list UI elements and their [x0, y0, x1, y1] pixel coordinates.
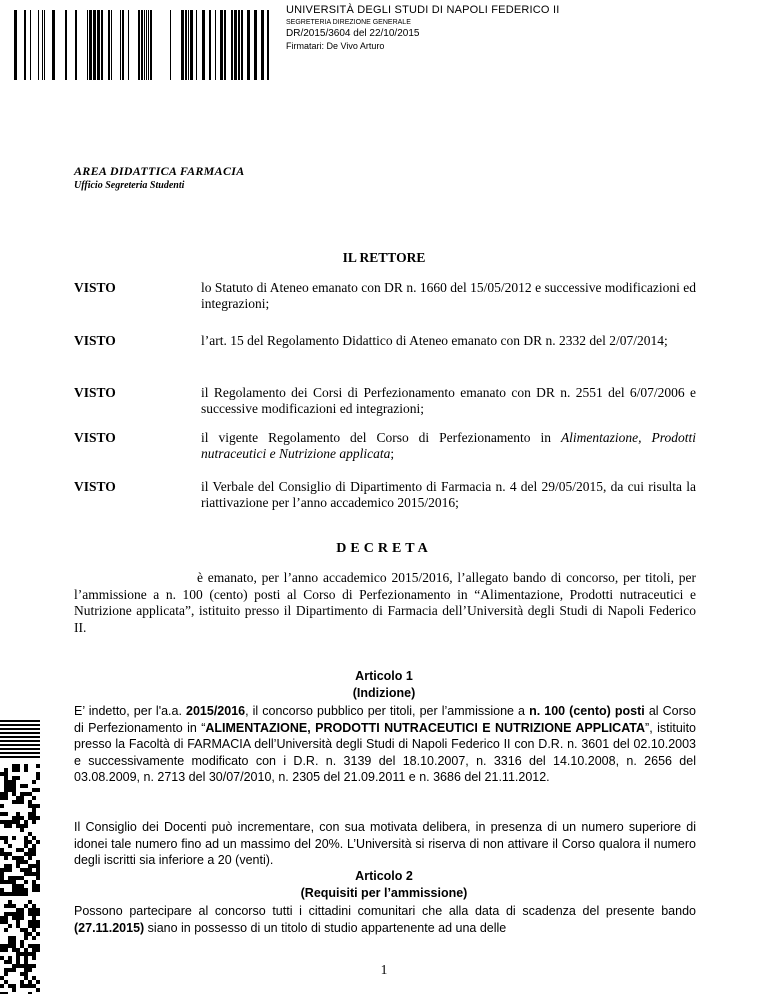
- barcode-bar: [181, 10, 184, 80]
- barcode-cell: [20, 800, 24, 804]
- barcode-cell: [36, 804, 40, 808]
- barcode-bar: [215, 10, 216, 80]
- decreta-heading: DECRETA: [336, 541, 432, 556]
- barcode-cell: [24, 824, 28, 828]
- barcode-cell: [32, 780, 36, 784]
- visto-text: il Regolamento dei Corsi di Perfezionamento emanato con DR n. 2551 del 6/07/2006 e successive modificazioni ed integrazioni;: [201, 385, 696, 416]
- visto-text: [201, 430, 696, 462]
- barcode-cell: [4, 856, 8, 860]
- barcode-bar: [138, 10, 140, 80]
- barcode-bar: [120, 10, 121, 80]
- visto-label: VISTO: [74, 430, 116, 445]
- barcode-bar: [111, 10, 112, 80]
- barcode-bar: [224, 10, 226, 80]
- barcode-cell: [28, 856, 32, 860]
- barcode-cell: [20, 828, 24, 832]
- article-1-title: Articolo 1: [355, 669, 413, 683]
- barcode-cell: [0, 804, 4, 808]
- article-2-paragraph: [74, 903, 696, 936]
- barcode-cell: [36, 816, 40, 820]
- barcode-stripe: [0, 756, 40, 758]
- visto-label: VISTO: [74, 333, 116, 348]
- barcode-bar: [38, 10, 39, 80]
- barcode-bar: [185, 10, 187, 80]
- barcode-bar: [42, 10, 43, 80]
- barcode-cell: [36, 912, 40, 916]
- barcode-cell: [32, 964, 36, 968]
- article-2-title: Articolo 2: [355, 869, 413, 883]
- barcode-bar: [93, 10, 96, 80]
- article-1-paragraph: [74, 703, 696, 786]
- barcode-bar: [247, 10, 250, 80]
- page-number: 1: [380, 962, 388, 977]
- barcode-cell: [4, 972, 8, 976]
- preamble-paragraph: è emanato, per l’anno accademico 2015/2016, l’allegato bando di concorso, per titoli, per l’ammissione a n. 100 (cento) posti al Corso di Perfezionamento in “Alimentazione, Prodotti nutraceutici e Nutrizione applicata”, istituito presso il Dipartimento di Farmacia dell’Università degli Studi di Napoli Federico II.: [74, 570, 696, 635]
- barcode-cell: [4, 812, 8, 816]
- barcode-cell: [12, 968, 16, 972]
- barcode-bar: [65, 10, 67, 80]
- visto-label: VISTO: [74, 479, 116, 494]
- barcode-bar: [220, 10, 223, 80]
- barcode-cell: [4, 948, 8, 952]
- area-office: Ufficio Segreteria Studenti: [74, 180, 185, 191]
- text-bold: n. 100 (cento) posti: [529, 704, 645, 718]
- barcode-cell: [24, 784, 28, 788]
- barcode-bar: [24, 10, 26, 80]
- barcode-cell: [36, 980, 40, 984]
- barcode-cell: [36, 988, 40, 992]
- barcode-stripe: [0, 724, 40, 726]
- article-2-subtitle: (Requisiti per l’ammissione): [300, 886, 468, 900]
- barcode-bar: [75, 10, 77, 80]
- barcode-cell: [32, 820, 36, 824]
- barcode-bar: [209, 10, 211, 80]
- barcode-bar: [238, 10, 240, 80]
- barcode-bar: [261, 10, 264, 80]
- visto-label: VISTO: [74, 385, 116, 400]
- barcode-bar: [108, 10, 110, 80]
- barcode-stripe: [0, 748, 40, 750]
- visto-text: lo Statuto di Ateneo emanato con DR n. 1660 del 15/05/2012 e successive modificazioni ed integrazioni;: [201, 280, 696, 311]
- barcode-cell: [36, 948, 40, 952]
- barcode-stripe: [0, 740, 40, 742]
- signers: Firmatari: De Vivo Arturo: [286, 41, 385, 51]
- university-name: UNIVERSITÀ DEGLI STUDI DI NAPOLI FEDERICO II: [286, 4, 560, 16]
- barcode-cell: [36, 888, 40, 892]
- barcode-cell: [24, 880, 28, 884]
- barcode-bar: [196, 10, 197, 80]
- barcode-bar: [241, 10, 243, 80]
- barcode-bar: [188, 10, 189, 80]
- barcode-cell: [12, 836, 16, 840]
- barcode-cell: [12, 988, 16, 992]
- course-name-italic: Alimentazione, Prodotti nutraceutici e Nutrizione applicata: [201, 430, 696, 461]
- barcode-cell: [32, 796, 36, 800]
- barcode-bar: [148, 10, 149, 80]
- barcode-bar: [89, 10, 92, 80]
- barcode-bar: [52, 10, 55, 80]
- barcode-cell: [16, 776, 20, 780]
- barcode-cell: [24, 892, 28, 896]
- visto-label: VISTO: [74, 280, 116, 295]
- document-header: [286, 4, 559, 51]
- barcode-cell: [4, 928, 8, 932]
- office-name: SEGRETERIA DIREZIONE GENERALE: [286, 19, 411, 26]
- barcode-cell: [0, 984, 4, 988]
- text-part: siano in possesso di un titolo di studio appartenente ad una delle: [144, 920, 507, 935]
- barcode-cell: [32, 936, 36, 940]
- barcode-bar: [30, 10, 31, 80]
- barcode-bar: [141, 10, 143, 80]
- barcode-bar: [254, 10, 257, 80]
- barcode-cell: [8, 924, 12, 928]
- side-2d-barcode: [0, 720, 40, 994]
- barcode-cell: [4, 796, 8, 800]
- barcode-bar: [190, 10, 193, 80]
- barcode-bar: [267, 10, 269, 80]
- barcode-cell: [36, 932, 40, 936]
- barcode-stripe: [0, 752, 40, 754]
- barcode-cell: [36, 924, 40, 928]
- barcode-cell: [32, 956, 36, 960]
- barcode-bar: [128, 10, 129, 80]
- article-1-subtitle: (Indizione): [352, 686, 416, 700]
- barcode-stripe: [0, 720, 40, 722]
- barcode-stripe: [0, 728, 40, 730]
- barcode-stripe: [0, 732, 40, 734]
- visto-text-part: ;: [390, 446, 395, 461]
- barcode-bar: [122, 10, 124, 80]
- visto-text-part: il vigente Regolamento del Corso di Perfezionamento in: [201, 430, 561, 445]
- text-part: ”, istituito presso la Facoltà di FARMACIA dell’Università degli Studi di Napoli Federico II con D.R. n. 3601 del 02.10.2003 e successivamente modificato con i D.R. n. 3139 del 18.10.2007, n. 3316 del 14.10.2008, n. 2656 del 03.08.2009, n. 2713 del 30/07/2010, n. 2305 del 21.09.2011 e n. 3686 del 21.11.2012.: [74, 720, 697, 784]
- barcode-bar: [14, 10, 17, 80]
- barcode-cell: [8, 824, 12, 828]
- barcode-cell: [28, 968, 32, 972]
- barcode-bar: [170, 10, 171, 80]
- barcode-bar: [144, 10, 145, 80]
- visto-text: il Verbale del Consiglio di Dipartimento di Farmacia n. 4 del 29/05/2015, da cui risulta la riattivazione per l’anno accademico 2015/2016;: [201, 479, 696, 510]
- barcode-cell: [36, 788, 40, 792]
- area-name: AREA DIDATTICA FARMACIA: [74, 164, 245, 178]
- barcode-cell: [8, 868, 12, 872]
- barcode-cell: [8, 844, 12, 848]
- barcode-bar: [202, 10, 205, 80]
- protocol-number: DR/2015/3604 del 22/10/2015: [286, 28, 420, 39]
- visto-text: l’art. 15 del Regolamento Didattico di Ateneo emanato con DR n. 2332 del 2/07/2014;: [201, 333, 668, 348]
- barcode-bar: [97, 10, 100, 80]
- text-bold: 2015/2016: [186, 704, 246, 718]
- text-part: , il concorso pubblico per titoli, per l’ammissione a: [245, 704, 530, 718]
- barcode-cell: [36, 776, 40, 780]
- barcode-cell: [16, 768, 20, 772]
- text-part: al Corso di Perfezionamento in “: [74, 704, 696, 735]
- article-1-paragraph-2: Il Consiglio dei Docenti può incrementare, con sua motivata delibera, in presenza di un numero superiore di idonei tale numero fino ad un massimo del 20%. L’Università si riserva di non attivare il Corso qualora il numero degli iscritti sia inferiore a 20 (venti).: [74, 820, 696, 867]
- barcode-bar: [150, 10, 152, 80]
- barcode-bar: [234, 10, 237, 80]
- barcode-bar: [146, 10, 147, 80]
- barcode-cell: [36, 840, 40, 844]
- barcode-cell: [20, 916, 24, 920]
- barcode: [14, 10, 276, 80]
- barcode-bar: [87, 10, 88, 80]
- barcode-bar: [101, 10, 103, 80]
- barcode-bar: [231, 10, 233, 80]
- text-part: Possono partecipare al concorso tutti i cittadini comunitari che alla data di scadenza del presente bando: [74, 904, 696, 918]
- barcode-cell: [24, 768, 28, 772]
- text-bold: (27.11.2015): [74, 920, 145, 935]
- barcode-cell: [24, 936, 28, 940]
- document-title: IL RETTORE: [342, 250, 426, 265]
- barcode-bar: [44, 10, 45, 80]
- barcode-stripe: [0, 744, 40, 746]
- barcode-cell: [36, 876, 40, 880]
- barcode-stripe: [0, 736, 40, 738]
- barcode-cell: [32, 852, 36, 856]
- barcode-cell: [36, 764, 40, 768]
- text-part: E’ indetto, per l'a.a.: [74, 704, 187, 718]
- text-bold: ALIMENTAZIONE, PRODOTTI NUTRACEUTICI E NUTRIZIONE APPLICATA: [205, 720, 646, 735]
